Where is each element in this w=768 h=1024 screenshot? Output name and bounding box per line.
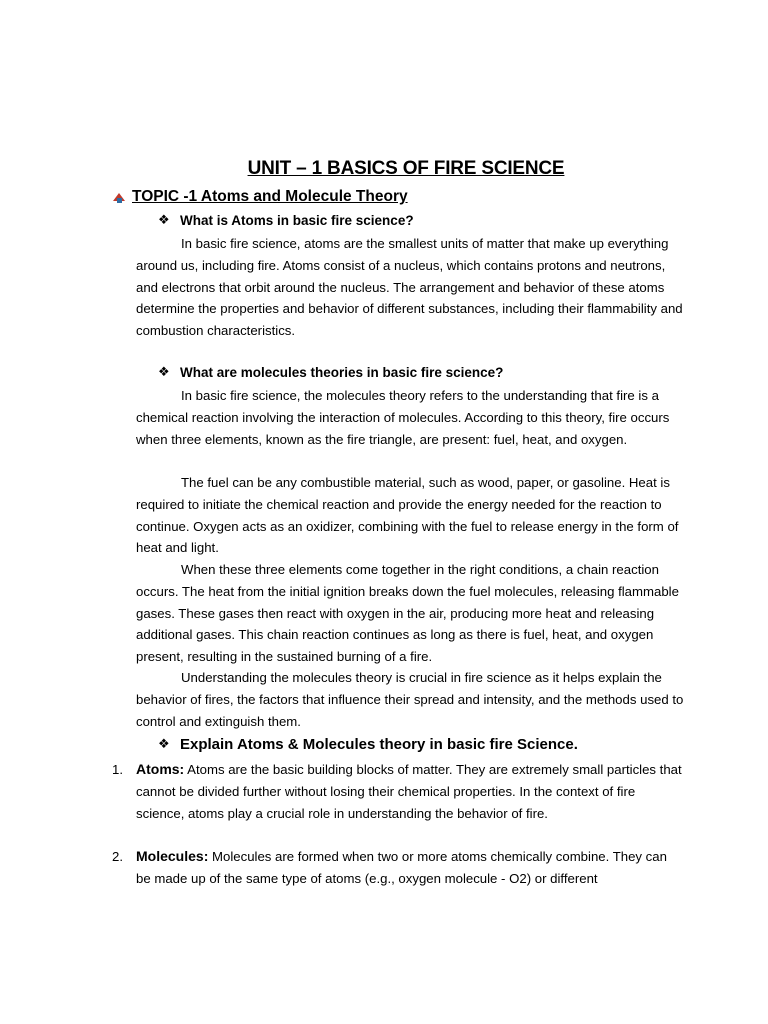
question-heading-explain [158,736,578,753]
diamond-bullet-icon: ❖ [158,365,170,380]
page-title: UNIT – 1 BASICS OF FIRE SCIENCE [247,158,565,179]
flag-bullet-icon [112,190,126,204]
paragraph-text: In basic fire science, the molecules theory refers to the understanding that fire is a chemical reaction involving the interaction of molecules. According to this theory, fire occurs when three elements, known as the fire triangle, are present: fuel, heat, and oxygen. [136,388,670,447]
paragraph-text: The fuel can be any combustible material, such as wood, paper, or gasoline. Heat is required to initiate the chemical reaction and provide the energy needed for the reaction to continue. Oxygen acts as an oxidizer, combining with the fuel to release energy in the form of heat and light. [136,475,679,556]
question-text: Explain Atoms & Molecules theory in basic fire Science. [180,736,578,753]
diamond-bullet-icon: ❖ [158,737,170,752]
list-item-atoms [112,759,684,824]
topic-heading [112,188,408,206]
question-text: What is Atoms in basic fire science? [180,213,414,228]
list-term: Atoms: [136,761,185,777]
list-number: 2. [112,849,123,864]
paragraph-atoms [136,233,684,342]
list-term: Molecules: [136,848,209,864]
topic-label: TOPIC -1 Atoms and Molecule Theory [132,188,408,205]
list-text: Atoms are the basic building blocks of matter. They are extremely small particles that cannot be divided further without losing their chemical properties. In the context of fire science, atoms play a crucial role in understanding the behavior of fire. [136,762,682,821]
paragraph-molecules-3 [136,559,684,668]
paragraph-text: When these three elements come together in the right conditions, a chain reaction occurs. The heat from the initial ignition breaks down the fuel molecules, releasing flammable gases. These gases then react with oxygen in the air, producing more heat and releasing additional gases. This chain reaction continues as long as there is fuel, heat, and oxygen present, resulting in the sustained burning of a fire. [136,562,679,665]
paragraph-molecules-2 [136,472,684,559]
paragraph-molecules-4 [136,667,684,732]
paragraph-text: Understanding the molecules theory is crucial in fire science as it helps explain the behavior of fires, the factors that influence their spread and intensity, and the methods used to control and extinguish them. [136,670,684,729]
list-item-molecules [112,846,684,890]
paragraph-text: In basic fire science, atoms are the smallest units of matter that make up everything around us, including fire. Atoms consist of a nucleus, which contains protons and neutrons, and electrons that orbit around the nucleus. The arrangement and behavior of these atoms determine the properties and behavior of different substances, including their flammability and combustion characteristics. [136,236,683,339]
list-number: 1. [112,762,123,777]
question-heading-molecules [158,365,503,380]
question-heading-atoms [158,213,414,228]
diamond-bullet-icon: ❖ [158,213,170,228]
question-text: What are molecules theories in basic fire science? [180,365,504,380]
paragraph-molecules-1 [136,385,684,450]
list-text: Molecules are formed when two or more atoms chemically combine. They can be made up of the same type of atoms (e.g., oxygen molecule - O2) or different [136,849,667,886]
